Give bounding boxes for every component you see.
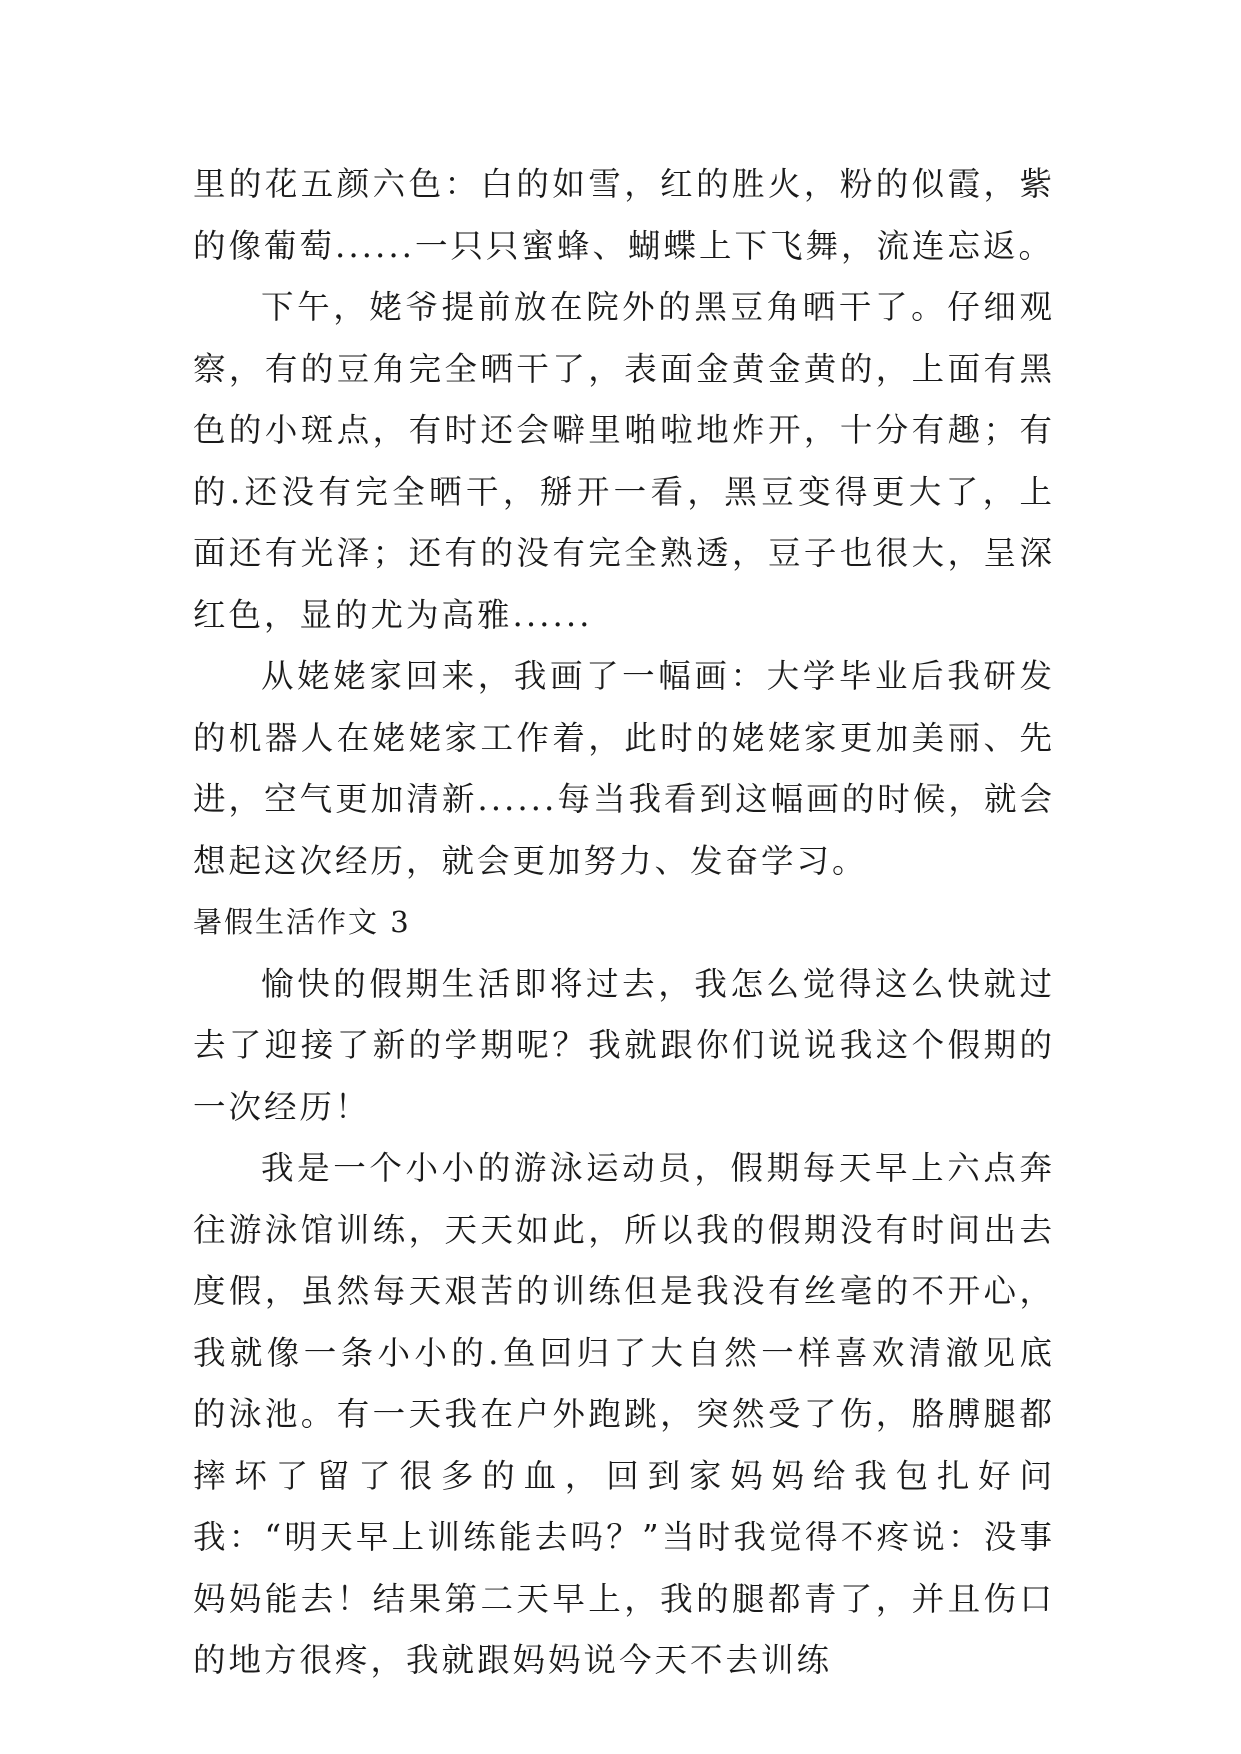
section-title: 暑假生活作文 3 xyxy=(193,905,411,939)
paragraph: 愉快的假期生活即将过去，我怎么觉得这么快就过去了迎接了新的学期呢？我就跟你们说说我这个假期的一次经历！ xyxy=(193,964,1055,1126)
paragraph: 从姥姥家回来，我画了一幅画：大学毕业后我研发的机器人在姥姥家工作着，此时的姥姥家更加美丽、先进，空气更加清新......每当我看到这幅画的时候，就会想起这次经历，就会更加努力、发奋学习。 xyxy=(193,657,1055,880)
paragraph: 下午，姥爷提前放在院外的黑豆角晒干了。仔细观察，有的豆角完全晒干了，表面金黄金黄的，上面有黑色的小斑点，有时还会噼里啪啦地炸开，十分有趣；有的.还没有完全晒干，掰开一看，黑豆变得更大了，上面还有光泽；还有的没有完全熟透，豆子也很大，呈深红色，显的尤为高雅...... xyxy=(193,288,1055,634)
paragraph: 里的花五颜六色：白的如雪，红的胜火，粉的似霞，紫的像葡萄......一只只蜜蜂、蝴蝶上下飞舞，流连忘返。 xyxy=(193,165,1055,265)
paragraph: 我是一个小小的游泳运动员，假期每天早上六点奔往游泳馆训练，天天如此，所以我的假期没有时间出去度假，虽然每天艰苦的训练但是我没有丝毫的不开心，我就像一条小小的.鱼回归了大自然一样喜欢清澈见底的泳池。有一天我在户外跑跳，突然受了伤，胳膊腿都摔坏了留了很多的血，回到家妈妈给我包扎好问我：“明天早上训练能去吗？”当时我觉得不疼说：没事妈妈能去！结果第二天早上，我的腿都青了，并且伤口的地方很疼，我就跟妈妈说今天不去训练 xyxy=(193,1149,1055,1679)
document-body xyxy=(193,154,1055,1692)
